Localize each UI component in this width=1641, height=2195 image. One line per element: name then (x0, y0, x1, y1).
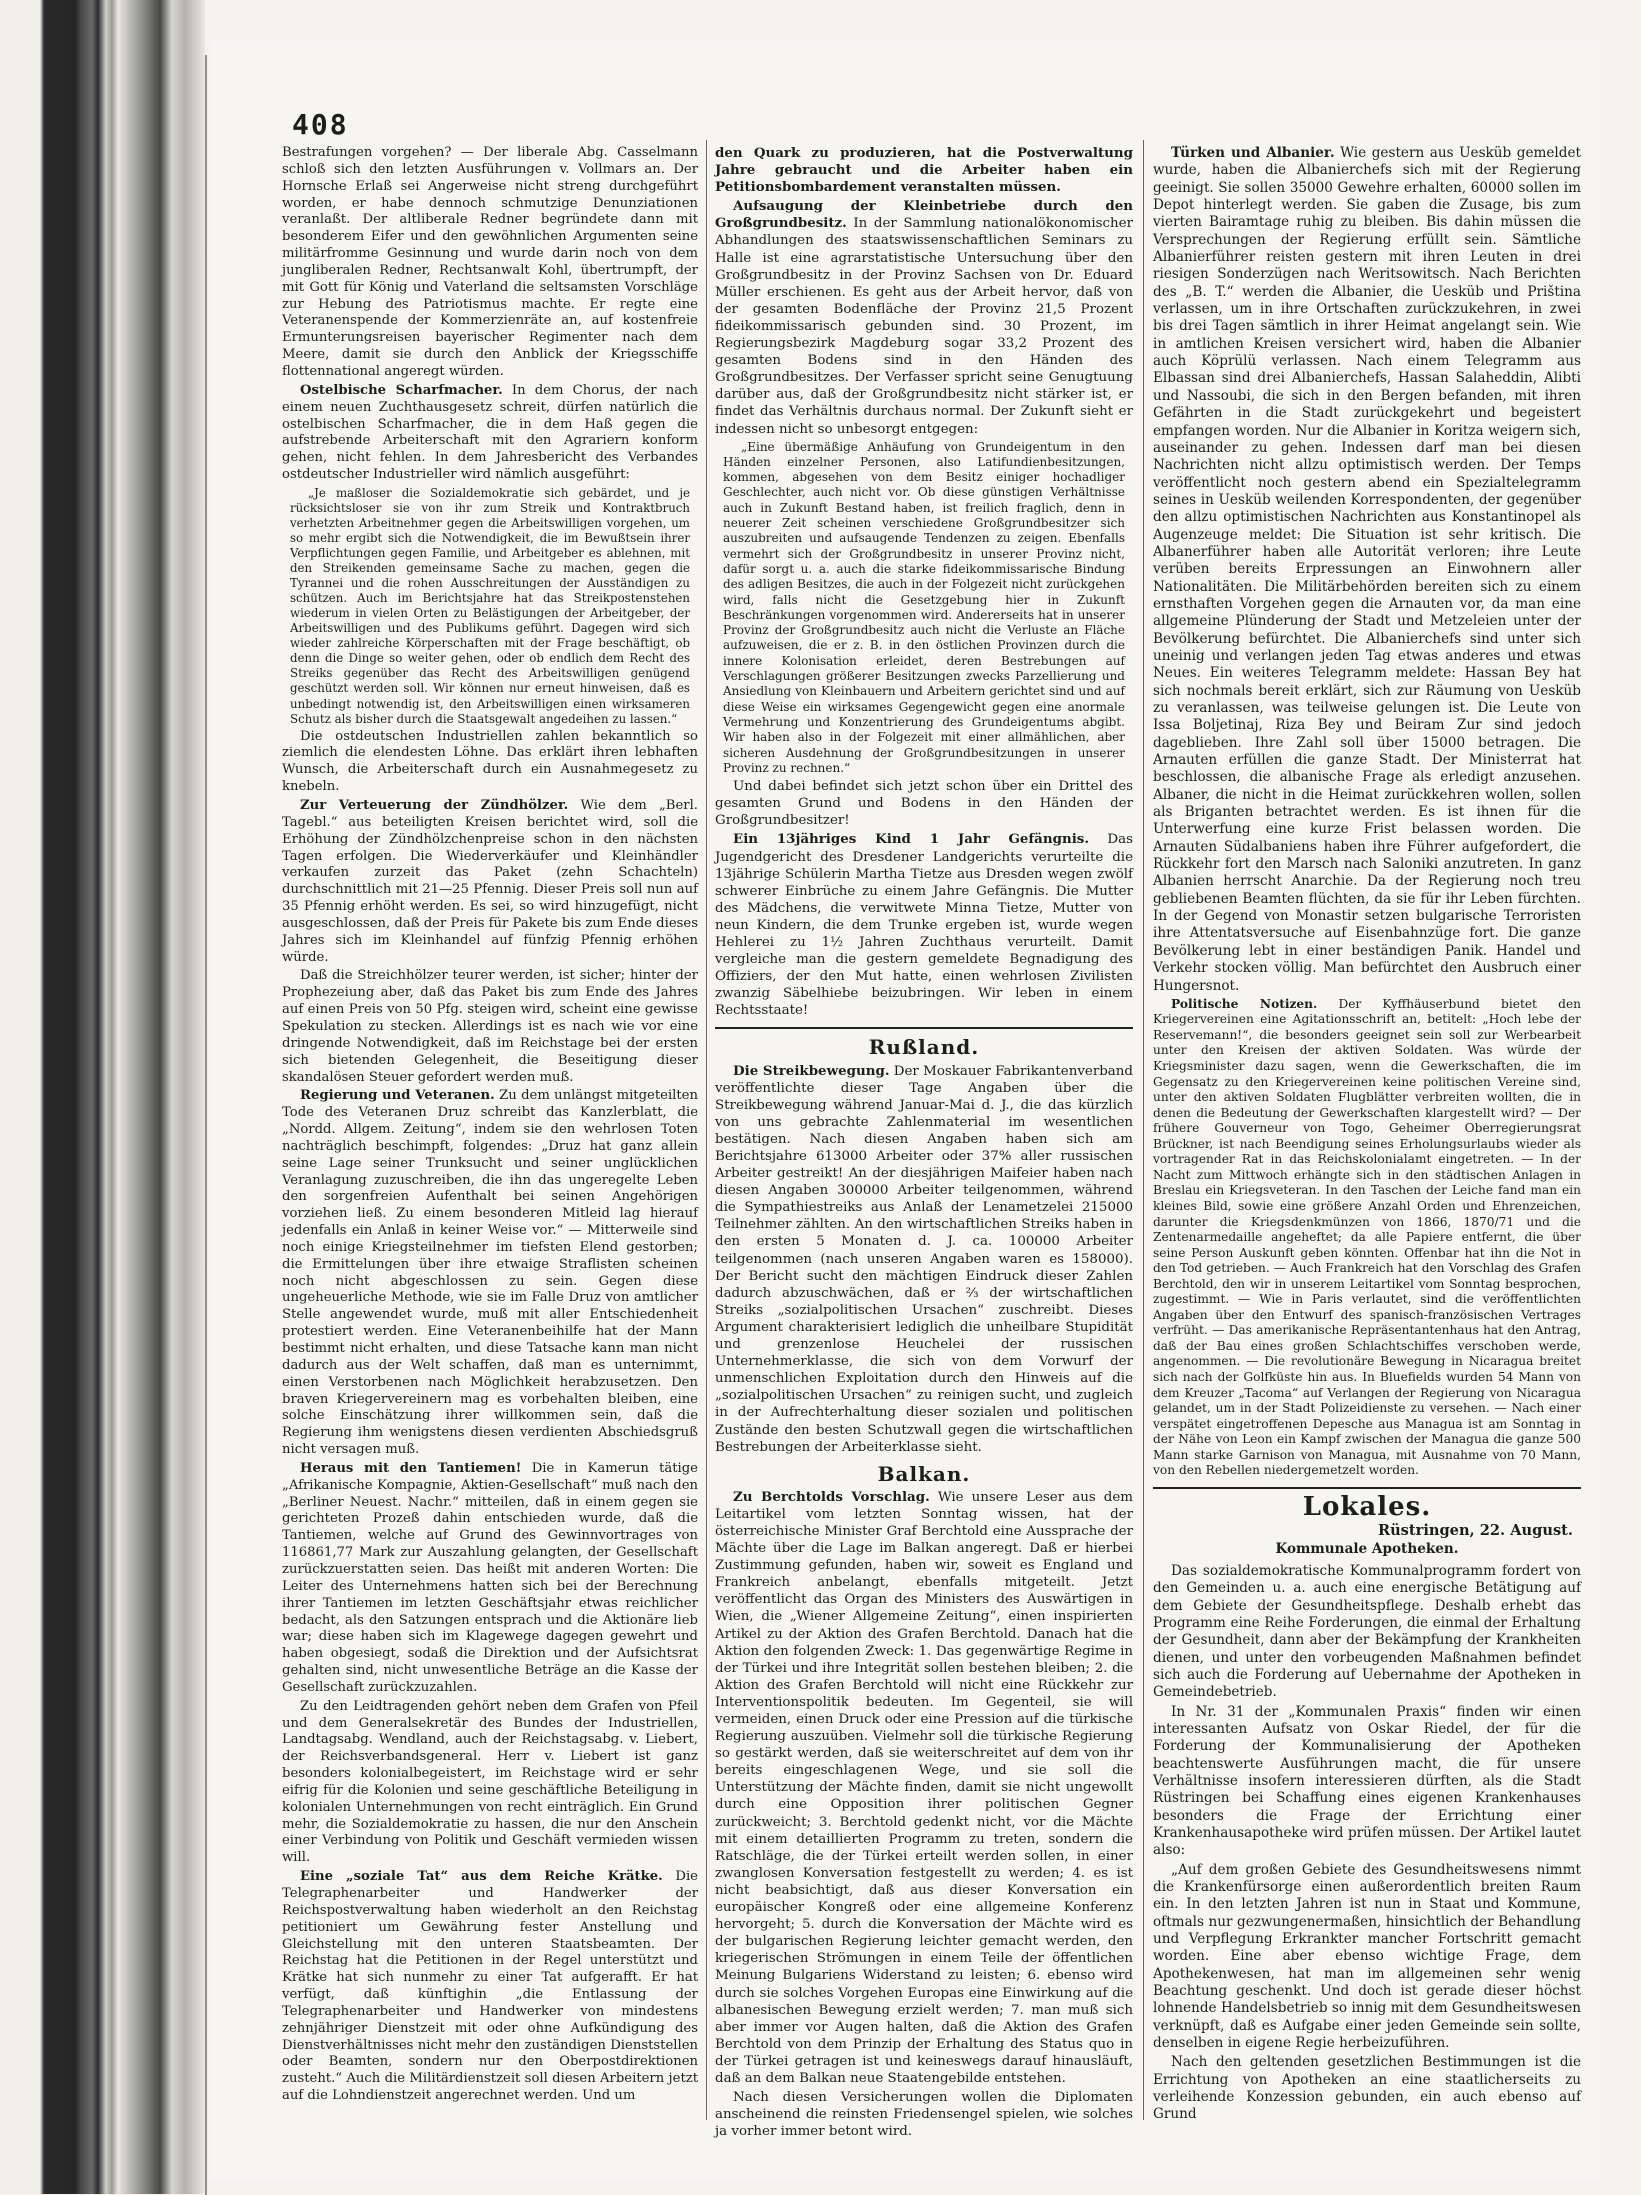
article-heading: Eine „soziale Tat“ aus dem Reiche Krätke. (300, 1869, 663, 1885)
article-text: Der Moskauer Fabrikantenverband veröffentlichte dieser Tage Angaben über die Streikbewegung während Januar-Mai d. J., die das kürzlich von uns gebrachte Zahlenmaterial im wesentlichen bestätigen. Nach diesen Angaben haben sich am Berichtsjahre 613000 Arbeiter oder 37% aller russischen Arbeiter gestreikt! An der diesjährigen Maifeier haben nach diesen Angaben 300000 Arbeiter teilgenommen, während die Sympathiestreiks aus Anlaß der Lenametzelei 215000 Teilnehmer zählten. An den wirtschaftlichen Streiks haben in den ersten 5 Monaten d. J. ca. 100000 Arbeiter teilgenommen (nach unseren Angaben waren es 158000). Der Bericht sucht den mächtigen Eindruck dieser Zahlen dadurch abzuschwächen, daß er ⅔ der wirtschaftlichen Streiks „sozialpolitischen Ursachen“ zuschreibt. Dieses Argument charakterisiert lediglich die unheilbare Stupidität und grenzenlose Heuchelei der russischen Unternehmerklasse, die sich von dem Vorwurf der unmenschlichen Exploitation durch den Hinweis auf die „sozialpolitischen Ursachen“ zu reinigen sucht, und zugleich in der Aufrechterhaltung dieser sozialen und politischen Zustände den besten Schutzwall gegen die wirtschaftlichen Bestrebungen der Arbeiterklasse sieht. (715, 1063, 1133, 1455)
article-text: In dem Chorus, der nach einem neuen Zuchthausgesetz schreit, dürfen natürlich die ostelbischen Scharfmacher, die in dem Haß gegen die aufstrebende Arbeiterschaft mit den Agrariern konform gehen, nicht fehlen. In dem Jahresbericht des Verbandes ostdeutscher Industrieller wird nämlich ausgeführt: (282, 382, 698, 483)
paragraph (1153, 997, 1581, 1479)
section-divider (1153, 1487, 1581, 1489)
article-text: Zu dem unlängst mitgeteilten Tode des Veteranen Druz schreibt das Kanzlerblatt, die „Nordd. Allgem. Zeitung“, indem sie den wehrlosen Toten nachträglich beschimpft, folgendes: „Druz hat ganz allein seine Lage seiner Trunksucht und seiner unglücklichen Veranlagung zuzuschreiben, die ihn das ungeregelte Leben den sorgenfreien Aufenthalt bei seinen Angehörigen vorziehen ließ. Zu einem besonderen Mitleid lag hierauf jedenfalls ein Anlaß in keiner Weise vor.“ — Mitterweile sind noch einige Kriegsteilnehmer im tiefsten Elend gestorben; die Ermittelungen über ihre etwaige Straflisten scheinen noch nicht abgeschlossen zu sein. Gegen diese ungeheuerliche Methode, wie sie im Falle Druz von amtlicher Stelle angewendet wurde, muß mit aller Entschiedenheit protestiert werden. Eine Veteranenbeihilfe hat der Mann bestimmt nicht erhalten, und diese Tatsache kann man nicht dadurch aus der Welt schaffen, daß man es unternimmt, einen Verstorbenen nach Möglichkeit herabzusetzen. Den braven Kriegervereinern mag es vorbehalten bleiben, eine solche Einschätzung ihrer willkommen sein, daß die Regierung ihm wenigstens diesen verdienten Abschiedsgruß nicht versagen muß. (282, 1088, 698, 1458)
article-text: Die Telegraphenarbeiter und Handwerker der Reichspostverwaltung haben wiederholt an den Reichstag petitioniert um Gewährung fester Anstellung und Gleichstellung mit den unteren Staatsbeamten. Der Reichstag hat die Petitionen in der Regel unterstützt und Krätke hat sich nunmehr zu einer Tat aufgerafft. Er hat verfügt, daß künftighin „die Entlassung der Telegraphenarbeiter und Handwerker von mindestens zehnjähriger Dienstzeit mit oder ohne Aufkündigung des Dienstverhältnisses nicht mehr den zuständigen Dienststellen oder Beamten, sondern nur den Oberpostdirektionen zusteht.“ Auch die Militärdienstzeit soll diesen Arbeitern jetzt auf die Lohndienstzeit angerechnet werden. Und um (282, 1869, 698, 2104)
article-text: Wie unsere Leser aus dem Leitartikel vom letzten Sonntag wissen, hat der österreichische Minister Graf Berchtold eine Aussprache der Mächte über die Lage im Balkan angeregt. Daß er hierbei Zustimmung gefunden, haben wir, soweit es England und Frankreich anbelangt, ebenfalls mitgeteilt. Jetzt veröffentlicht das Organ des Ministers des Auswärtigen in Wien, die „Wiener Allgemeine Zeitung“, einen inspirierten Artikel zu der Aktion des Grafen Berchtold. Danach hat die Aktion den folgenden Zweck: 1. Das gegenwärtige Regime in der Türkei und ihre Integrität sollen bestehen bleiben; 2. die Aktion des Grafen Berchtold will nicht eine Rückkehr zur Interventionspolitik bedeuten. Im Gegenteil, sie will vermeiden, einen Druck oder eine Pression auf die türkische Regierung auszuüben. Vielmehr soll die türkische Regierung so gestärkt werden, daß sie weiterschreitet auf dem von ihr bereits eingeschlagenen Wege, und sie soll die Unterstützung der Mächte finden, damit sie nicht ungewollt durch eine Opposition ihrer politischen Gegner zurückweicht; 3. Berchtold gedenkt nicht, vor die Mächte mit einem detaillierten Programm zu treten, sondern die Ratschläge, die der Türkei erteilt werden sollen, in einer zwanglosen Konversation festgestellt zu werden; 4. es ist nicht beabsichtigt, daß aus dieser Konversation ein europäischer Kongreß oder eine allgemeine Konferenz hervorgeht; 5. durch die Konversation der Mächte wird es der bulgarischen Regierung leichter gemacht werden, den kriegerischen Strömungen in einem Teile der öffentlichen Meinung Bulgariens Widerstand zu leisten; 6. ebenso wird durch sie solches Vorgehen Europas eine Einwirkung auf die albanesischen Bewegung erzielt werden; 7. man muß sich aber immer vor Augen halten, daß die Aktion des Grafen Berchtold von dem Prinzip der Erhaltung des Status quo in der Türkei getragen ist und keineswegs darauf hinausläuft, daß an dem Balkan neue Staatengebilde entstehen. (715, 1489, 1133, 2086)
paragraph: Nach diesen Versicherungen wollen die Diplomaten anscheinend die reinsten Friedensengel spielen, wie solches ja vorher immer betont wird. (715, 2090, 1133, 2140)
section-heading-balkan: Balkan. (877, 1461, 971, 1486)
article-heading: Regierung und Veteranen. (300, 1088, 495, 1104)
paragraph: Die ostdeutschen Industriellen zahlen bekanntlich so ziemlich die elendesten Löhne. Das erklärt ihren lebhaften Wunsch, die Arbeiterschaft durch ein Ausnahmegesetz zu knebeln. (282, 728, 698, 795)
article-heading: Ein 13jähriges Kind 1 Jahr Gefängnis. (733, 831, 1089, 848)
quotation: „Eine übermäßige Anhäufung von Grundeigentum in den Händen einzelner Personen, also Latifundienbesitzungen, kommen, abgesehen von dem Besitz einiger hochadliger Geschlechter, auch nicht vor. Ob diese günstigen Verhältnisse auch in Zukunft Bestand haben, ist freilich fraglich, denn in neuerer Zeit scheinen verschiedene Großgrundbesitzer sich auszubreiten und aufsaugende Tendenzen zu zeigen. Ebenfalls vermehrt sich der Großgrundbesitz in unserer Provinz nicht, dafür sorgt u. a. auch die starke fideikommissarische Bindung des adligen Besitzes, die auch in der Folgezeit nicht zurückgehen wird, falls nicht die Gesetzgebung hier in Zukunft Beschränkungen vorgenommen wird. Andererseits hat in unserer Provinz der Großgrundbesitz auch nicht die Verluste an Fläche aufzuweisen, die er z. B. in den östlichen Provinzen durch die innere Kolonisation erleidet, deren Bestrebungen auf Verschlagungen größerer Besitzungen zwecks Parzellierung und Ansiedlung von Kleinbauern und Arbeitern gerichtet sind und auf diese Weise ein wirksames Gegengewicht gegen eine anormale Vermehrung und Konzentrierung des Grundeigentums abgibt. Wir haben also in der Folgezeit mit einer allmählichen, aber sicheren Ausdehnung der Großgrundbesitzungen in unserer Provinz zu rechnen.“ (723, 439, 1125, 775)
paragraph: Nach den geltenden gesetzlichen Bestimmungen ist die Errichtung von Apotheken an eine staatlicherseits zu verleihende Konzession gebunden, ein auch ebenso auf Grund (1153, 2054, 1581, 2123)
paragraph (282, 798, 698, 966)
article-text: Wie dem „Berl. Tagebl.“ aus beteiligten Kreisen berichtet wird, soll die Erhöhung der Zündhölzchenpreise schon in den nächsten Tagen erfolgen. Die Wiederverkäufer und Kleinhändler verkaufen zurzeit das Paket (zehn Schachteln) durchschnittlich mit 21—25 Pfennig. Dieser Preis soll nun auf 35 Pfennig erhöht werden. Es sei, so wird hinzugefügt, nicht ausgeschlossen, daß der Preis für Pakete bis zum Ende dieses Jahres sich im Kleinhandel auf fünfzig Pfennig erhöhen würde. (282, 798, 698, 965)
paragraph (715, 831, 1133, 1019)
article-text: Das Jugendgericht des Dresdener Landgerichts verurteilte die 13jährige Schülerin Martha Tietze aus Dresden wegen zwölf schwerer Einbrüche zu einem Jahre Gefängnis. Die Mutter des Mädchens, die verwitwete Minna Tietze, Mutter von neun Kindern, die dem Trunke ergeben ist, wurde wegen Hehlerei zu 1½ Jahren Zuchthaus verurteilt. Damit vergleiche man die gestern gemeldete Begnadigung des Offiziers, der den Mut hatte, einen wehrlosen Zivilisten zwanzig Säbelhiebe beizubringen. Wir leben in einem Rechtsstaate! (715, 832, 1133, 1019)
paragraph: Das sozialdemokratische Kommunalprogramm fordert von den Gemeinden u. a. auch eine energische Betätigung auf dem Gebiete der Gesundheitspflege. Deshalb erhebt das Programm eine Reihe Forderungen, die einmal der Erhaltung der Gesundheit, dann aber der Bekämpfung der Krankheiten dienen, und unter den vorbeugenden Maßnahmen befindet sich auch die Forderung auf Uebernahme der Apotheken in Gemeindebetrieb. (1153, 1562, 1581, 1701)
paragraph (282, 1869, 698, 2105)
paragraph (282, 1088, 698, 1459)
paragraph: den Quark zu produzieren, hat die Postverwaltung Jahre gebraucht und die Arbeiter haben ein Petitionsbombardement veranstalten müssen. (715, 145, 1133, 196)
article-text: Die in Kamerun tätige „Afrikanische Kompagnie, Aktien-Gesellschaft“ muß nach den „Berliner Neuest. Nachr.“ mitteilen, daß in einem gegen sie gerichteten Prozeß dahin entschieden wurde, daß die Tantiemen, welche auf Grund des Gewinnvortrages von 116861,77 Mark zur Auszahlung gelangten, der Gesellschaft zurückzuerstatten seien. Das heißt mit anderen Worten: Die Leiter des Unternehmens hatten sich bei der Berechnung ihrer Tantiemen im letzten Geschäftsjahr etwas reichlicher bedacht, als den Satzungen entsprach und die Aktionäre lieb war; diese haben sich im Klagewege dagegen gewehrt und haben obgesiegt, sodaß die Direktion und der Aufsichtsrat gehalten sind, nicht unwesentliche Beträge an die Kasse der Gesellschaft zurückzuzahlen. (282, 1460, 698, 1695)
paragraph (715, 1489, 1133, 2087)
article-heading: Politische Notizen. (1171, 996, 1318, 1011)
column-3 (1153, 145, 1581, 2126)
article-text: Der Kyffhäuserbund bietet den Kriegervereinen eine Agitationsschrift an, betitelt: „Hoch lebe der Reservemann!“, die besonders geeignet sein soll zur Werbearbeit unter den Kreisen der aktiven Soldaten. Was würde der Kriegsminister dazu sagen, wenn die Gewerkschaften, die im Gegensatz zu den Kriegervereinen keine politischen Vereine sind, unter den aktiven Soldaten Flugblätter verbreiten wollten, die in denen die Bedeutung der Gewerkschaften klargestellt wird? — Der frühere Gouverneur von Togo, Geheimer Oberregierungsrat Brückner, ist nach Beendigung seines Erholungsurlaubs wieder als vortragender Rat in das Reichskolonialamt eingetreten. — In der Nacht zum Mittwoch erhängte sich in den städtischen Anlagen in Breslau ein Kriegsveteran. In den Taschen der Leiche fand man ein kleines Bild, sowie eine größere Anzahl Orden und Ehrenzeichen, darunter die Kriegsdenkmünzen von 1866, 1870/71 und die Zentenarmedaille angeheftet; da alle Papiere entfernt, die über seine Person Auskunft geben könnten. Offenbar hat ihn die Not in den Tod getrieben. — Auch Frankreich hat den Vorschlag des Grafen Berchtold, den wir in unserem Leitartikel vom Sonntag besprochen, zugestimmt. — Wie in Paris verlautet, sind die veröffentlichten Angaben über den Entwurf des spanisch-französischen Vertrages verfrüht. — Das amerikanische Repräsentantenhaus hat den Antrag, daß der Bau eines großen Schlachtschiffes verschoben werde, angenommen. — Die revolutionäre Bewegung in Nicaragua breitet sich nach der Golfküste hin aus. In Bluefields wurden 54 Mann von dem Kreuzer „Tacoma“ auf Verlangen der Regierung von Nicaragua gelandet, um in der Stadt Polizeidienste zu versehen. — Nach einer verspätet eingetroffenen Depesche aus Managua ist am Sonntag in der Nähe von Leon ein Kampf zwischen der Managua die ganze 500 Mann starke Garnison von Managua, mit Ausnahme von 70 Mann, von den Rebellen niedergemetzelt worden. (1153, 996, 1581, 1478)
article-heading: Die Streikbewegung. (733, 1062, 890, 1079)
paragraph (1153, 145, 1581, 995)
article-heading: Zu Berchtolds Vorschlag. (733, 1488, 930, 1505)
section-divider (715, 1027, 1133, 1029)
dateline: Rüstringen, 22. August. (1377, 1522, 1573, 1540)
article-text: Wie gestern aus Uesküb gemeldet wurde, haben die Albanierchefs sich mit der Regierung geeinigt. Sie sollen 35000 Gewehre erhalten, 60000 sollen im Depot hinterlegt werden. Sie gaben die Zusage, bis zum vierten Bairamtage ruhig zu bleiben. Bis dahin müssen die Versprechungen der Regierung erfüllt sein. Sämtliche Albanierführer reisten gestern mit ihren Leuten in drei riesigen Sonderzügen nach Weritsowitsch. Nach Berichten des „B. T.“ werden die Albanier, die Uesküb und Priština verlassen, um in ihre Ortschaften zurückzukehren, in zwei bis drei Tagen sämtlich in ihrer Heimat angelangt sein. Wie in amtlichen Kreisen versichert wird, haben die Albanier auch Köprülü verlassen. Nach einem Telegramm aus Elbassan sind drei Albanierchefs, Hassan Salaheddin, Alibti und Nassoubi, die sich in den Bergen befanden, mit ihren Gefährten in die Stadt zurückgekehrt und begeistert empfangen worden. Nur die Albanier in Koritza weigern sich, auseinander zu gehen. Indessen darf man bei diesen Nachrichten nicht allzu optimistisch werden. Der Temps veröffentlicht noch gestern abend ein Spezialtelegramm seines in Uesküb weilenden Korrespondenten, der gegenüber den allzu optimistischen Nachrichten aus Konstantinopel als Augenzeuge meldet: Die Situation ist sehr kritisch. Die Albanerführer haben alle Autorität verloren; ihre Leute verüben bereits Erpressungen an Einwohnern aller Nationalitäten. Die Militärbehörden bereiten sich zu einem ernsthaften Vorgehen gegen die Arnauten vor, da man eine allgemeine Plünderung der Stadt und Metzeleien unter der Bevölkerung befürchtet. Die Albanierchefs sind unter sich uneinig und verlangen jeden Tag etwas anderes und etwas Neues. Ein weiteres Telegramm meldete: Hassan Bey hat sich nochmals bereit erklärt, sich zur Räumung von Uesküb zu veranlassen, was teilweise gelungen ist. Die Leute von Issa Boljetinaj, Riza Bey und Beiram Zur sind jedoch dageblieben. Ihre Zahl soll über 15000 betragen. Die Arnauten erfüllen die ganze Stadt. Der Ministerrat hat beschlossen, die albanische Frage als erledigt anzusehen. Albaner, die nicht in die Heimat zurückkehren wollen, sollen als Briganten betrachtet werden. Es ist ihnen für die Unterwerfung eine kurze Frist belassen worden. Die Arnauten Südalbaniens haben ihre Führer aufgefordert, die Rückkehr fort den Marsch nach Saloniki anzutreten. In ganz Albanien herrscht Anarchie. Da der Regierung noch treu gebliebenen Beamten flüchten, da sie für ihr Leben fürchten. In der Gegend von Monastir setzen bulgarische Terroristen ihre Attentatsversuche auf Eisenbahnzüge fort. Die ganze Bevölkerung lebt in einer beständigen Panik. Handel und Verkehr stocken völlig. Man befürchtet den Ausbruch einer Hungersnot. (1153, 145, 1581, 994)
article-heading: Aufsaugung der Kleinbetriebe durch den Großgrundbesitz. (715, 198, 1133, 232)
article-text: In der Sammlung nationalökonomischer Abhandlungen des staatswissenschaftlichen Seminars zu Halle ist eine agrarstatistische Untersuchung über den Großgrundbesitz in der Provinz Sachsen von Dr. Eduard Müller erschienen. Es geht aus der Arbeit hervor, daß von der gesamten Bodenfläche der Provinz 21,5 Prozent fideikommissarisch gebunden sind. 30 Prozent, im Regierungsbezirk Magdeburg sogar 33,2 Prozent des gesamten Bodens sind in den Händen des Großgrundbesitzes. Der Verfasser spricht seine Genugtuung darüber aus, daß der Großgrundbesitz nicht stärker ist, er findet das Verhältnis durchaus normal. Der Zukunft sieht er indessen nicht so unbesorgt entgegen: (715, 216, 1134, 437)
paragraph: Zu den Leidtragenden gehört neben dem Grafen von Pfeil und dem Generalsekretär des Bundes der Industriellen, Landtagsabg. Wendland, auch der Reichstagsabg. v. Liebert, der Reichsverbandsgeneral. Herr v. Liebert ist ganz besonders kolonialbegeistert, im Reichstage wird er sehr eifrig für die Kolonien und seine geschäftliche Beteiligung in kolonialen Unternehmungen von recht einträglich. Ein Grund mehr, die Sozialdemokratie zu hassen, die nur den Anschein einer Verbindung von Politik und Geschäft vermieden wissen will. (282, 1698, 698, 1866)
column-rule (706, 140, 707, 2120)
column-1 (282, 145, 698, 2107)
article-heading: Türken und Albanier. (1171, 145, 1335, 161)
paragraph: Daß die Streichhölzer teurer werden, ist sicher; hinter der Prophezeiung aber, daß das Paket bis zum Ende des Jahres auf einen Preis von 50 Pfg. steigen wird, scheint eine gewisse Spekulation zu stecken. Allerdings ist es nach wie vor eine dringende Notwendigkeit, daß im Reichstage bei der ersten sich bietenden Gelegenheit, die Beseitigung dieser skandalösen Steuer gefordert werden muß. (282, 968, 698, 1085)
article-heading: Ostelbische Scharfmacher. (300, 382, 503, 398)
section-heading-local: Lokales. (1302, 1491, 1432, 1522)
binding-edge (205, 55, 207, 2195)
page-number: 408 (292, 108, 349, 141)
book-binding (0, 0, 205, 2194)
column-rule (1143, 140, 1144, 2120)
quotation: „Je maßloser die Sozialdemokratie sich gebärdet, und je rücksichtsloser sie von ihr zum Streik und Kontraktbruch verhetzten Arbeitnehmer gegen die Arbeitswilligen vorgehen, um so mehr ergibt sich die Notwendigkeit, die im Bewußtsein ihrer Verpflichtungen gegen Familie, und Arbeitgeber es ablehnen, mit den Streikenden gemeinsame Sache zu machen, gegen die Tyrannei und die rohen Ausschreitungen der Ausständigen zu schützen. Auch im Berichtsjahre hat das Streikpostenstehen wiederum in vielen Orten zu Belästigungen der Arbeitgeber, der Arbeitswilligen und des Publikums geführt. Dagegen wird sich wieder zahlreiche Körperschaften mit der Frage beschäftigt, ob denn die Dinge so weiter gehen, oder ob endlich dem Recht des Streiks gegenüber das Recht des Arbeitswilligen genügend geschützt werden soll. Wir können nur erneut hinweisen, daß es unbedingt notwendig ist, den Arbeitswilligen einen wirksameren Schutz als bisher durch die Staatsgewalt angedeihen zu lassen.“ (290, 485, 690, 726)
paragraph: Und dabei befindet sich jetzt schon über ein Drittel des gesamten Grund und Bodens in den Händen der Großgrundbesitzer! (715, 779, 1133, 829)
article-heading: Zur Verteuerung der Zündhölzer. (300, 798, 569, 813)
column-2 (715, 145, 1133, 2142)
paragraph (715, 198, 1133, 437)
paragraph: In Nr. 31 der „Kommunalen Praxis“ finden wir einen interessanten Aufsatz von Oskar Riedel, der für die Forderung der Kommunalisierung der Apotheken beachtenswerte Ausführungen macht, die für unsere Verhältnisse insofern interessieren dürften, als die Stadt Rüstringen bei Schaffung eines eigenen Krankenhauses besonders die Frage der Errichtung einer Krankenhausapotheke wird prüfen müssen. Der Artikel lautet also: (1153, 1703, 1581, 1859)
paragraph (715, 1063, 1133, 1456)
paragraph: „Auf dem großen Gebiete des Gesundheitswesens nimmt die Krankenfürsorge einen außerordentlich breiten Raum ein. In den letzten Jahren ist nun in Staat und Kommune, oftmals nur gezwungenermaßen, hinsichtlich der Behandlung und Verpflegung Erkrankter mancher Fortschritt gemacht worden. Eine aber ebenso wichtige Frage, dem Apothekenwesen, hat man im allgemeinen sehr wenig Beachtung geschenkt. Und doch ist gerade dieser höchst lohnende Handelsbetrieb so innig mit dem Gesundheitswesen verknüpft, daß es Aufgabe einer jeden Gemeinde sein sollte, denselben in eigene Regie herbeizuführen. (1153, 1861, 1581, 2052)
section-heading-russia: Rußland. (868, 1035, 980, 1060)
paragraph (282, 383, 698, 484)
paragraph (282, 1461, 698, 1697)
article-heading: Heraus mit den Tantiemen! (300, 1460, 522, 1476)
paragraph: Bestrafungen vorgehen? — Der liberale Abg. Casselmann schloß sich den letzten Ausführungen v. Vollmars an. Der Hornsche Erlaß sei Angerweise nicht streng durchgeführt worden, er habe dennoch schmutzige Denunziationen veranlaßt. Der altliberale Redner begründete dann mit besonderem Eifer und den gewöhnlichen Argumenten seine militärfromme Gesinnung und wurde darin noch von dem jungliberalen Redner, Rechtsanwalt Kohl, übertrumpft, der mit Gott für König und Vaterland die seltsamsten Vorschläge zur Hebung des Patriotismus machte. Er regte eine Veteranenspende der Kommerzienräte an, auf kostenfreie Ermunterungsreisen bayerischer Regimenter nach dem Meere, damit sie durch den Anblick der Kriegsschiffe flottennational angeregt würden. (282, 145, 698, 379)
article-subheading: Kommunale Apotheken. (1275, 1541, 1459, 1558)
